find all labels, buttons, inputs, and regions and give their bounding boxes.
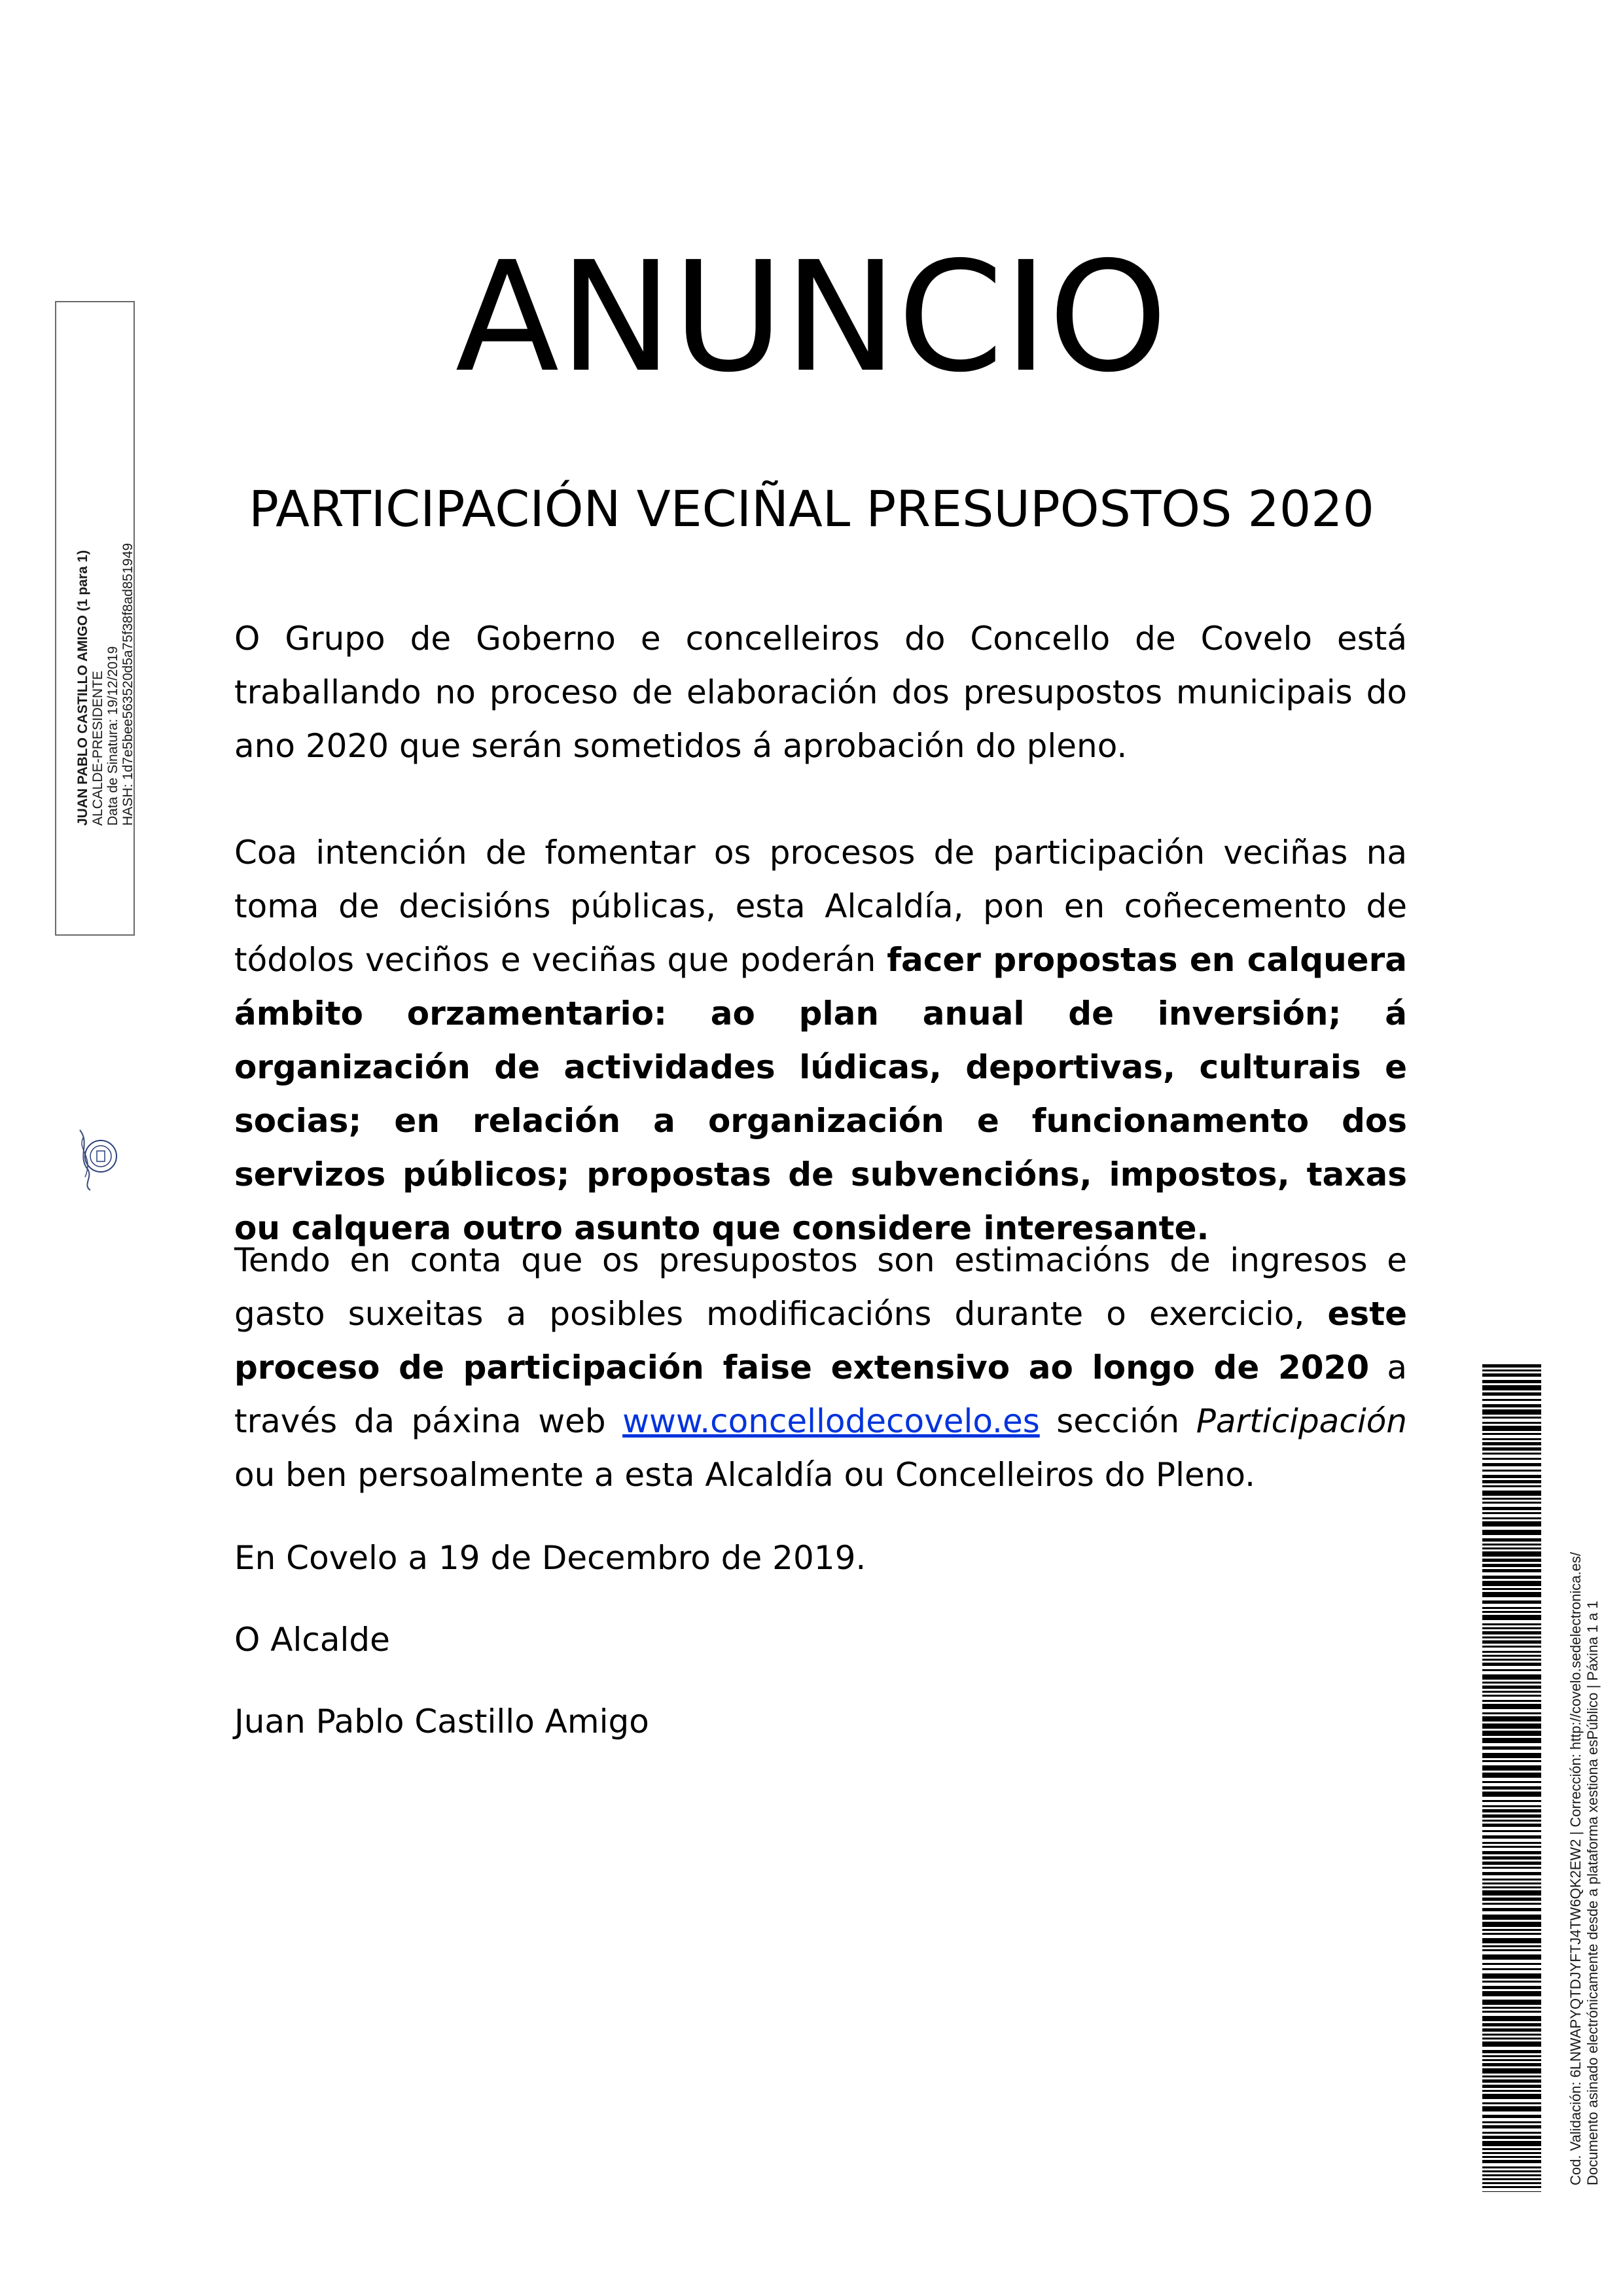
barcode-stripe (1482, 1695, 1541, 1697)
barcode-stripe (1482, 1517, 1541, 1519)
barcode-stripe (1482, 2063, 1541, 2066)
barcode-stripe (1482, 2182, 1541, 2184)
barcode-stripe (1482, 1704, 1541, 1709)
barcode-stripe (1482, 1949, 1541, 1951)
barcode-stripe (1482, 2148, 1541, 2150)
barcode-stripe (1482, 1805, 1541, 1807)
barcode-stripe (1482, 1986, 1541, 1989)
barcode-stripe (1482, 1453, 1541, 1455)
section-name: Participación (1196, 1402, 1407, 1440)
barcode-stripe (1482, 1569, 1541, 1572)
barcode-stripe (1482, 2034, 1541, 2036)
barcode-stripe (1482, 1824, 1541, 1827)
proposals-bold-text: facer propostas en calquera ámbito orzamentario: ao plan anual de inversión; á organización de actividades lúdicas, deportivas, culturais e socias; en relación a organización e funcionamento dos servizos públicos; propostas de subvencións, impostos, taxas ou calquera outro asunto que considere interesante. (234, 941, 1407, 1247)
paragraph-intro: O Grupo de Goberno e concelleiros do Concello de Covelo está traballando no proceso de elaboración dos presupostos municipais do ano 2020 que serán sometidos á aprobación do pleno. (234, 620, 1407, 765)
barcode-stripe (1482, 2007, 1541, 2009)
paragraph-proposals (234, 826, 1407, 1255)
barcode-stripe (1482, 1480, 1541, 1483)
barcode-stripe (1482, 1760, 1541, 1762)
barcode-stripe (1482, 2059, 1541, 2061)
website-link[interactable]: www.concellodecovelo.es (622, 1402, 1040, 1440)
stamp-text (75, 361, 135, 826)
stamp-signer-name: JUAN PABLO CASTILLO AMIGO (1 para 1) (75, 550, 90, 826)
barcode-stripe (1482, 1404, 1541, 1407)
signature-stamp (55, 301, 135, 936)
barcode-stripe (1482, 2055, 1541, 2057)
barcode-stripe (1482, 2011, 1541, 2013)
barcode-stripe (1482, 1631, 1541, 1634)
barcode-stripe (1482, 1611, 1541, 1613)
barcode-stripe (1482, 1700, 1541, 1702)
barcode-stripe (1482, 1498, 1541, 1500)
barcode-stripe (1482, 1530, 1541, 1535)
stamp-role: ALCALDE-PRESIDENTE (90, 671, 105, 826)
barcode-stripe (1482, 1712, 1541, 1714)
barcode-stripe (1482, 2023, 1541, 2026)
barcode-stripe (1482, 1846, 1541, 1848)
barcode-stripe (1482, 1686, 1541, 1689)
seal-signature-icon (71, 1117, 122, 1195)
barcode-stripe (1482, 2121, 1541, 2123)
barcode-stripe (1482, 1973, 1541, 1979)
barcode-stripe (1482, 1800, 1541, 1802)
barcode-stripe (1482, 1364, 1541, 1368)
barcode-stripe (1482, 1373, 1541, 1377)
paragraph-process: Tendo en conta que os presupostos son estimacións de ingresos e gasto suxeitas a posibles modificacións durante o exercicio, este proceso de participación faise extensivo ao longo de 2020 a través da páxina web www.concellodecovelo.es sección Participación ou ben persoalmente a esta Alcaldía ou Concelleiros do Pleno. (234, 1241, 1407, 1494)
barcode-stripe (1482, 1576, 1541, 1579)
barcode-stripe (1482, 1559, 1541, 1562)
barcode-stripe (1482, 1669, 1541, 1671)
barcode-stripe (1482, 1475, 1541, 1478)
barcode-stripe (1482, 1731, 1541, 1736)
barcode-stripe (1482, 2152, 1541, 2154)
barcode-stripe (1482, 1512, 1541, 1514)
barcode-stripe (1482, 1908, 1541, 1911)
signoff: O Alcalde (234, 1621, 390, 1659)
barcode-stripe (1482, 2079, 1541, 2083)
barcode-stripe (1482, 1991, 1541, 1996)
barcode-stripe (1482, 1830, 1541, 1832)
stamp-hash: HASH: 1d7e5bee563520d5a75f38f8ad851949 (120, 542, 135, 826)
barcode-stripe (1482, 1872, 1541, 1875)
barcode-stripe (1482, 2106, 1541, 2111)
barcode-stripe (1482, 2041, 1541, 2047)
barcode-stripe (1482, 2085, 1541, 2088)
barcode-stripe (1482, 1426, 1541, 1431)
barcode-stripe (1482, 2186, 1541, 2188)
barcode-stripe (1482, 2166, 1541, 2168)
barcode-stripe (1482, 1615, 1541, 1620)
barcode-stripe (1482, 1682, 1541, 1684)
barcode-stripe (1482, 1915, 1541, 1920)
barcode-stripe (1482, 1380, 1541, 1383)
barcode-stripe (1482, 1867, 1541, 1869)
barcode-stripe (1482, 1627, 1541, 1629)
barcode-stripe (1482, 1820, 1541, 1822)
barcode-stripe (1482, 1463, 1541, 1466)
barcode-stripe (1482, 1385, 1541, 1390)
barcode-stripe (1482, 2136, 1541, 2139)
barcode-stripe (1482, 2191, 1541, 2192)
document-title: ANUNCIO (455, 229, 1168, 406)
barcode-stripe (1482, 1851, 1541, 1854)
barcode-stripe (1482, 1903, 1541, 1905)
barcode-stripe (1482, 1502, 1541, 1504)
barcode-stripe (1482, 1544, 1541, 1545)
barcode-stripe (1482, 1470, 1541, 1472)
barcode-stripe (1482, 1792, 1541, 1797)
barcode-stripe (1482, 1433, 1541, 1435)
document-subtitle: PARTICIPACIÓN VECIÑAL PRESUPOSTOS 2020 (249, 480, 1374, 538)
barcode-stripe (1482, 1417, 1541, 1419)
barcode-stripe (1482, 1409, 1541, 1415)
barcode-stripe (1482, 2174, 1541, 2176)
barcode-stripe (1482, 1738, 1541, 1743)
barcode-stripe (1482, 1886, 1541, 1888)
barcode-stripe (1482, 1765, 1541, 1771)
barcode-stripe (1482, 1600, 1541, 1604)
barcode-stripe (1482, 1636, 1541, 1638)
barcode-stripe (1482, 2102, 1541, 2104)
barcode-stripe (1482, 2050, 1541, 2053)
process-bold-text: este proceso de participación faise extensivo ao longo de 2020 (234, 1295, 1407, 1386)
barcode-stripe (1482, 2170, 1541, 2172)
barcode-stripe (1482, 1538, 1541, 1542)
barcode-stripe (1482, 1607, 1541, 1609)
barcode-stripe (1482, 1945, 1541, 1947)
barcode-stripe (1482, 1485, 1541, 1487)
barcode-stripe (1482, 1588, 1541, 1590)
barcode-stripe (1482, 1746, 1541, 1750)
barcode-stripe (1482, 1491, 1541, 1496)
barcode-stripe (1482, 1898, 1541, 1901)
barcode-stripe (1482, 1581, 1541, 1586)
barcode-stripe (1482, 2094, 1541, 2099)
barcode-stripe (1482, 1773, 1541, 1778)
barcode-stripe (1482, 1691, 1541, 1693)
barcode-stripe (1482, 1646, 1541, 1648)
barcode-stripe (1482, 2132, 1541, 2134)
barcode-stripe (1482, 1438, 1541, 1440)
barcode-stripe (1482, 1856, 1541, 1860)
barcode-stripe (1482, 1835, 1541, 1839)
barcode-stripe (1482, 2090, 1541, 2092)
signer-name: Juan Pablo Castillo Amigo (234, 1703, 649, 1740)
barcode-stripe (1482, 1447, 1541, 1451)
barcode-stripe (1482, 2028, 1541, 2032)
barcode-stripe (1482, 1399, 1541, 1401)
barcode-stripe (1482, 2125, 1541, 2128)
barcode-stripe (1482, 1963, 1541, 1965)
barcode-stripe (1482, 2115, 1541, 2118)
barcode-stripe (1482, 2000, 1541, 2005)
stamp-date: Data de Sinatura: 19/12/2019 (105, 646, 120, 826)
barcode-icon (1482, 1364, 1541, 2192)
barcode-stripe (1482, 1929, 1541, 1931)
barcode-stripe (1482, 1659, 1541, 1661)
barcode-stripe (1482, 1842, 1541, 1844)
barcode-stripe (1482, 1814, 1541, 1818)
barcode-stripe (1482, 1968, 1541, 1970)
barcode-stripe (1482, 1392, 1541, 1396)
barcode-stripe (1482, 1551, 1541, 1557)
barcode-stripe (1482, 1369, 1541, 1371)
barcode-stripe (1482, 1781, 1541, 1783)
barcode-stripe (1482, 1938, 1541, 1943)
barcode-stripe (1482, 1879, 1541, 1881)
barcode-stripe (1482, 1674, 1541, 1680)
barcode-stripe (1482, 1458, 1541, 1460)
barcode-stripe (1482, 2068, 1541, 2074)
barcode-stripe (1482, 1922, 1541, 1927)
barcode-stripe (1482, 2016, 1541, 2021)
barcode-stripe (1482, 1651, 1541, 1653)
proposals-intro-text: Coa intención de fomentar os procesos de participación veciñas na toma de decisións públicas, esta Alcaldía, pon en coñecemento de tódolos veciños e veciñas que poderán (234, 834, 1407, 979)
validation-text (1567, 1361, 1601, 2185)
date-line: En Covelo a 19 de Decembro de 2019. (234, 1539, 866, 1577)
barcode-stripe (1482, 1716, 1541, 1722)
barcode-stripe (1482, 1862, 1541, 1865)
barcode-stripe (1482, 1592, 1541, 1597)
barcode-stripe (1482, 2141, 1541, 2146)
barcode-stripe (1482, 2160, 1541, 2163)
barcode-stripe (1482, 1623, 1541, 1625)
barcode-stripe (1482, 2075, 1541, 2077)
barcode-stripe (1482, 1753, 1541, 1758)
barcode-stripe (1482, 1547, 1541, 1549)
barcode-stripe (1482, 1422, 1541, 1424)
barcode-stripe (1482, 1521, 1541, 1527)
barcode-stripe (1482, 2156, 1541, 2158)
barcode-stripe (1482, 1954, 1541, 1960)
barcode-stripe (1482, 1442, 1541, 1445)
barcode-stripe (1482, 1564, 1541, 1567)
barcode-stripe (1482, 1933, 1541, 1935)
barcode-stripe (1482, 2178, 1541, 2180)
barcode-stripe (1482, 1663, 1541, 1666)
barcode-stripe (1482, 1882, 1541, 1884)
barcode-stripe (1482, 1981, 1541, 1983)
validation-code: Cod. Validación: 6LNWAPYQTDJYFTJ4TW6QK2EW2 | Corrección: http://covelo.sedelectronica.es/ (1567, 1552, 1584, 2185)
barcode-stripe (1482, 1890, 1541, 1896)
barcode-stripe (1482, 1655, 1541, 1657)
barcode-stripe (1482, 1786, 1541, 1790)
validation-platform: Documento asinado electrónicamente desde a plataforma xestiona esPúblico | Páxina 1 a 1 (1584, 1600, 1601, 2185)
barcode-stripe (1482, 1507, 1541, 1510)
barcode-stripe (1482, 1809, 1541, 1812)
barcode-stripe (1482, 2038, 1541, 2040)
barcode-stripe (1482, 1640, 1541, 1644)
barcode-stripe (1482, 1723, 1541, 1729)
